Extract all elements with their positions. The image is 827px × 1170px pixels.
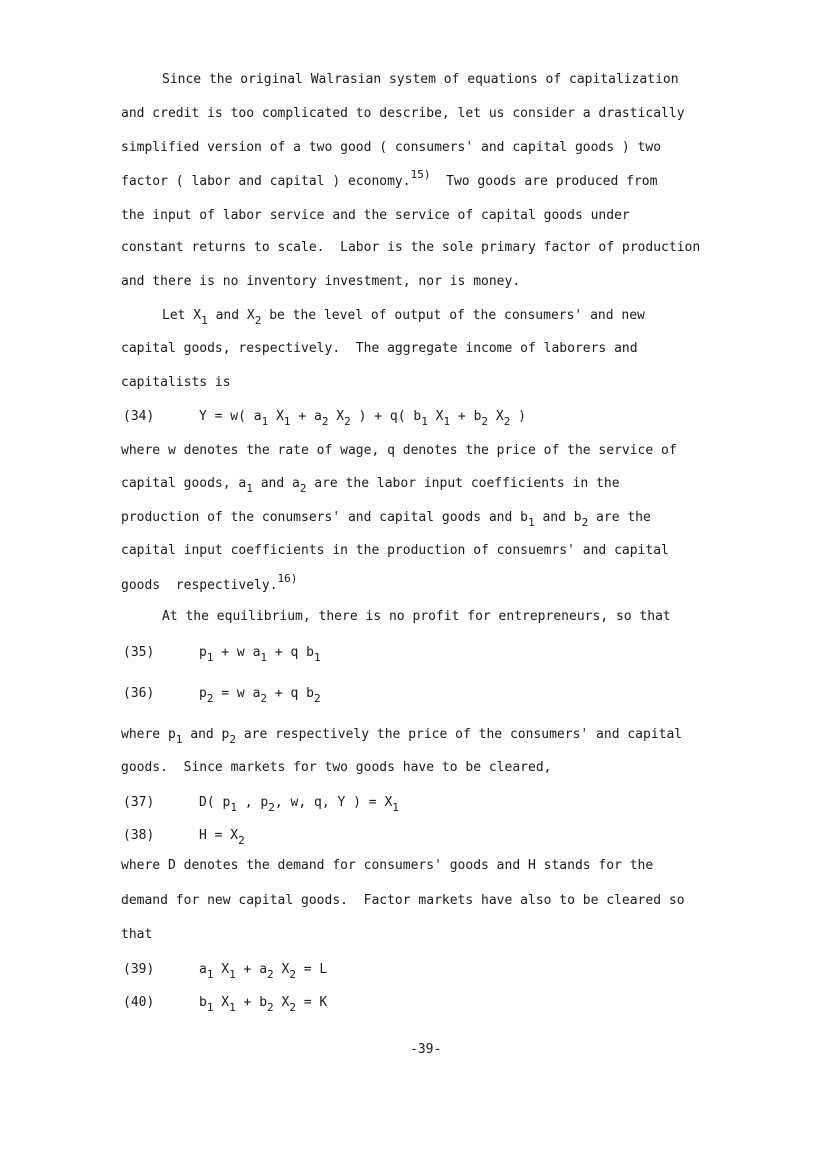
equation-number: (38)	[123, 828, 155, 843]
body-text-line: production of the conumsers' and capital goods and $b_1$ and $b_2$ are the	[121, 510, 651, 529]
body-text-line: where w denotes the rate of wage, q denotes the price of the service of	[121, 443, 677, 458]
equation-40: $b_1$ $X_1 + b_2$ $X_2 = K$	[199, 995, 328, 1014]
body-text-line: simplified version of a two good ( consumers' and capital goods ) two	[121, 140, 662, 155]
body-text-line: At the equilibrium, there is no profit for entrepreneurs, so that	[162, 609, 671, 624]
equation-36: $p_2 = w$ $a_2 + q$ $b_2$	[199, 686, 321, 705]
equation-number: (37)	[123, 795, 155, 810]
body-text-line: where $p_1$ and $p_2$ are respectively the price of the consumers' and capital	[121, 727, 683, 746]
body-text-line: and credit is too complicated to describe, let us consider a drastically	[121, 106, 685, 121]
body-text-line: capital goods, respectively. The aggregate income of laborers and	[121, 341, 638, 356]
equation-34: Y = w( $a_1$ $X_1 + a_2$ $X_2$ ) + q( $b_1$ $X_1 + b_2$ $X_2$ )	[199, 409, 526, 428]
body-text-line: capitalists is	[121, 375, 231, 390]
body-text-line: capital goods, $a_1$ and $a_2$ are the labor input coefficients in the	[121, 476, 620, 495]
body-text-line: and there is no inventory investment, nor is money.	[121, 274, 521, 289]
equation-number: (40)	[123, 995, 155, 1010]
footnote-ref-16: 16)	[277, 572, 298, 585]
equation-number: (39)	[123, 962, 155, 977]
body-text-line: goods respectively.$^{16)}$	[121, 572, 298, 593]
equation-number: (34)	[123, 409, 155, 424]
footnote-ref-15: 15)	[410, 168, 431, 181]
page-number: -39-	[410, 1042, 442, 1057]
body-text-line: where D denotes the demand for consumers' goods and H stands for the	[121, 858, 654, 873]
equation-39: $a_1$ $X_1 + a_2$ $X_2 = L$	[199, 962, 328, 981]
body-text-line: factor ( labor and capital ) economy.$^{15)}$ Two goods are produced from	[121, 168, 658, 189]
equation-35: $p_1 + w$ $a_1 + q$ $b_1$	[199, 645, 321, 664]
body-text-line: capital input coefficients in the production of consuemrs' and capital	[121, 543, 669, 558]
equation-37: D( $p_1$ , $p_2$, w, q, Y ) = $X_1$	[199, 795, 399, 814]
body-text-line: that	[121, 927, 153, 942]
body-text-line: constant returns to scale. Labor is the sole primary factor of production	[121, 240, 701, 255]
body-text-line: goods. Since markets for two goods have to be cleared,	[121, 760, 552, 775]
equation-38: $H = X_2$	[199, 828, 245, 847]
body-text-line: demand for new capital goods. Factor markets have also to be cleared so	[121, 893, 685, 908]
equation-number: (36)	[123, 686, 155, 701]
equation-number: (35)	[123, 645, 155, 660]
body-text-line: the input of labor service and the service of capital goods under	[121, 208, 630, 223]
body-text-line: Since the original Walrasian system of equations of capitalization	[162, 72, 679, 87]
body-text-line: Let $X_1$ and $X_2$ be the level of output of the consumers' and new	[162, 308, 645, 327]
